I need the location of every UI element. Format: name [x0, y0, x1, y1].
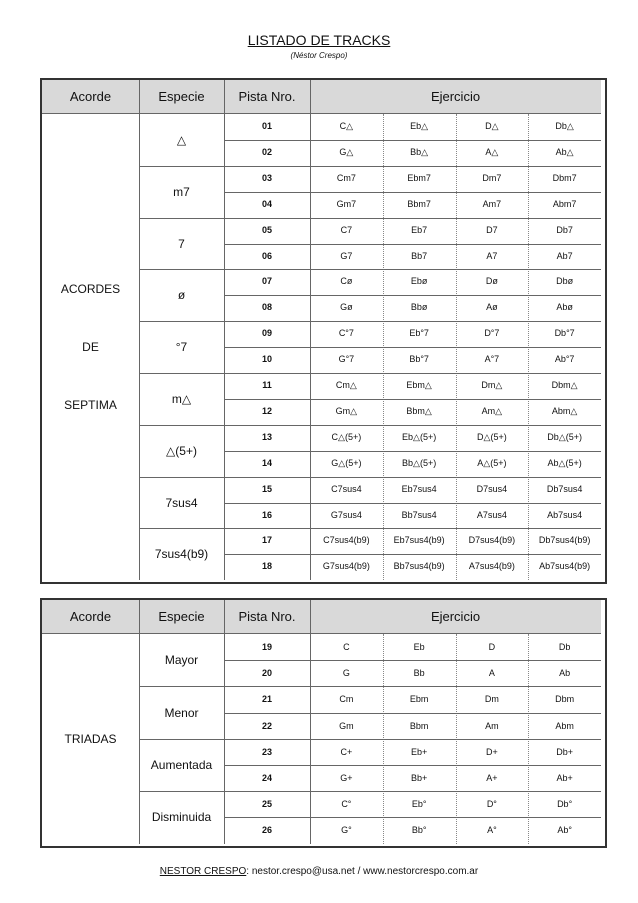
- exercise-chord: Gm△: [335, 405, 358, 416]
- exercise-chord: C△(5+): [331, 431, 362, 442]
- exercise-chord: D△(5+): [477, 431, 507, 442]
- exercise-chord: A△(5+): [477, 457, 507, 468]
- exercise-chord: Db°7: [554, 328, 575, 339]
- page-subtitle: (Néstor Crespo): [290, 51, 348, 60]
- especie-cell: 7sus4: [165, 495, 198, 510]
- exercise-chord: Dbm7: [552, 172, 577, 183]
- exercise-chord: Dø: [485, 276, 498, 287]
- track-number: 26: [261, 825, 272, 836]
- exercise-chord: Cm: [339, 694, 354, 705]
- exercise-chord: Bb7sus4(b9): [393, 561, 445, 572]
- track-number: 25: [261, 799, 272, 810]
- exercise-chord: Cm7: [336, 172, 356, 183]
- footer-name: NESTOR CRESPO: [159, 866, 247, 877]
- exercise-chord: G7sus4: [330, 509, 362, 520]
- track-number: 19: [261, 642, 272, 652]
- exercise-chord: A+: [486, 773, 498, 783]
- header-pista: Pista Nro.: [238, 89, 296, 104]
- exercise-chord: G△(5+): [331, 457, 362, 468]
- track-number: 21: [261, 694, 272, 705]
- exercise-chord: Bb°7: [409, 354, 429, 365]
- acorde-line: SEPTIMA: [64, 398, 117, 413]
- exercise-chord: Eb°: [411, 799, 427, 810]
- exercise-chord: C△: [339, 121, 354, 131]
- exercise-chord: Eb7: [411, 224, 428, 235]
- especie-cell: △(5+): [166, 443, 197, 458]
- exercise-chord: G: [342, 668, 350, 679]
- acorde-label: [42, 732, 139, 746]
- especie-cell: m△: [171, 391, 192, 406]
- exercise-chord: D7sus4(b9): [468, 535, 516, 546]
- acorde-line: TRIADAS: [64, 731, 117, 746]
- header-especie: Especie: [158, 89, 205, 104]
- exercise-chord: Dm: [484, 694, 499, 705]
- exercise-chord: Gø: [340, 302, 353, 313]
- seventh-chords-table: [40, 78, 607, 584]
- footer-contact: : nestor.crespo@usa.net / www.nestorcrespo.com.ar: [246, 866, 479, 877]
- exercise-chord: A°: [487, 825, 497, 836]
- track-number: 17: [261, 535, 272, 546]
- exercise-chord: Dm7: [482, 172, 502, 183]
- exercise-chord: Eb: [413, 642, 425, 652]
- especie-cell: 7: [178, 236, 185, 251]
- exercise-chord: Eb△(5+): [402, 431, 437, 442]
- exercise-chord: A7sus4: [476, 509, 507, 520]
- exercise-chord: Bb7sus4: [401, 509, 437, 520]
- track-number: 18: [261, 561, 272, 572]
- exercise-chord: Ab△(5+): [547, 457, 582, 468]
- exercise-chord: Bb: [413, 668, 425, 679]
- exercise-chord: G+: [340, 773, 353, 783]
- exercise-chord: Ebm: [409, 694, 429, 705]
- exercise-chord: D°7: [484, 328, 500, 339]
- exercise-chord: G△: [339, 146, 354, 157]
- exercise-chord: Db+: [556, 746, 573, 757]
- column-divider: [139, 600, 140, 844]
- track-number: 20: [261, 668, 272, 679]
- exercise-chord: C°: [341, 799, 352, 810]
- track-number: 10: [261, 354, 272, 365]
- track-number: 07: [261, 276, 272, 287]
- exercise-chord: Cø: [340, 276, 353, 287]
- exercise-chord: D△: [485, 121, 499, 131]
- track-number: 01: [261, 121, 272, 131]
- track-number: 14: [261, 457, 272, 468]
- exercise-chord: Dbm: [555, 694, 575, 705]
- track-number: 24: [261, 773, 272, 783]
- exercise-chord: Ebm△: [406, 380, 432, 390]
- exercise-chord: Abø: [556, 302, 573, 313]
- acorde-label: [42, 282, 139, 412]
- acorde-line: ACORDES: [60, 282, 121, 297]
- exercise-chord: Cm△: [335, 380, 357, 390]
- exercise-chord: Am△: [481, 405, 503, 416]
- exercise-chord: Ab: [559, 668, 571, 679]
- exercise-chord: Dbm△: [551, 380, 578, 390]
- exercise-chord: D+: [485, 746, 498, 757]
- track-number: 06: [261, 250, 272, 261]
- track-number: 11: [262, 380, 272, 390]
- exercise-chord: C7sus4: [331, 483, 362, 494]
- exercise-chord: Bbm△: [406, 405, 432, 416]
- page-title: LISTADO DE TRACKS: [247, 32, 391, 48]
- exercise-chord: C7: [340, 224, 353, 235]
- especie-cell: Aumentada: [150, 758, 213, 772]
- exercise-chord: Bb7: [411, 250, 428, 261]
- exercise-chord: Ab+: [556, 773, 573, 783]
- exercise-chord: Db7sus4(b9): [538, 535, 591, 546]
- acorde-line: DE: [82, 340, 99, 355]
- exercise-chord: Aø: [486, 302, 498, 313]
- exercise-chord: Abm△: [551, 405, 578, 416]
- exercise-chord: Bb°: [411, 825, 427, 836]
- header-especie: Especie: [158, 609, 205, 624]
- exercise-chord: Am7: [482, 198, 502, 209]
- table-header: [42, 80, 601, 114]
- track-number: 23: [261, 746, 272, 757]
- exercise-chord: G7: [340, 250, 353, 261]
- exercise-chord: A7: [486, 250, 498, 261]
- exercise-chord: D7: [486, 224, 498, 235]
- exercise-chord: G7sus4(b9): [322, 561, 370, 572]
- exercise-chord: G°: [341, 825, 352, 836]
- exercise-chord: Eb7sus4: [401, 483, 437, 494]
- exercise-chord: Db°: [557, 799, 573, 810]
- exercise-chord: Ab°: [557, 825, 572, 836]
- track-number: 05: [261, 224, 272, 235]
- exercise-chord: Gm7: [336, 198, 357, 209]
- header-ejercicio: Ejercicio: [430, 609, 481, 624]
- especie-cell: ø: [177, 288, 186, 303]
- exercise-chord: C: [343, 642, 350, 652]
- especie-cell: m7: [173, 184, 190, 199]
- especie-cell: Menor: [164, 705, 199, 720]
- exercise-chord: Dm△: [481, 380, 503, 390]
- exercise-chord: A°7: [484, 354, 500, 365]
- exercise-chord: Ab7sus4(b9): [539, 561, 591, 572]
- track-number: 22: [261, 720, 272, 731]
- track-number: 16: [261, 509, 272, 520]
- exercise-chord: A△: [485, 146, 499, 157]
- track-number: 12: [261, 405, 272, 416]
- exercise-chord: Db: [558, 642, 571, 652]
- exercise-chord: D°: [486, 799, 497, 810]
- especie-cell: Mayor: [164, 653, 199, 668]
- exercise-chord: Eb°7: [409, 328, 429, 339]
- exercise-chord: Ab7: [556, 250, 573, 261]
- exercise-chord: D7sus4: [476, 483, 508, 494]
- exercise-chord: C7sus4(b9): [323, 535, 370, 546]
- exercise-chord: C°7: [338, 328, 354, 339]
- header-ejercicio: Ejercicio: [430, 89, 481, 104]
- exercise-chord: Bb△: [410, 146, 429, 157]
- exercise-chord: Bbm: [409, 720, 429, 731]
- exercise-chord: Eb△: [410, 121, 429, 131]
- exercise-chord: Eb+: [410, 746, 428, 757]
- exercise-chord: Ebm7: [407, 172, 431, 183]
- exercise-chord: Ab△: [555, 146, 574, 157]
- track-number: 15: [261, 483, 272, 494]
- header-pista: Pista Nro.: [238, 609, 296, 624]
- exercise-chord: D: [488, 642, 496, 652]
- exercise-chord: Eb7sus4(b9): [393, 535, 445, 546]
- exercise-chord: Ebø: [410, 276, 428, 287]
- especie-cell: °7: [175, 340, 188, 355]
- exercise-chord: G°7: [338, 354, 355, 365]
- exercise-chord: Db△: [555, 121, 574, 131]
- exercise-chord: Gm: [339, 720, 354, 731]
- exercise-chord: Db△(5+): [547, 431, 582, 442]
- especie-cell: Disminuida: [151, 810, 212, 825]
- track-number: 13: [261, 431, 272, 442]
- especie-cell: 7sus4(b9): [154, 547, 209, 562]
- exercise-chord: A: [488, 668, 495, 679]
- exercise-chord: A7sus4(b9): [468, 561, 515, 572]
- exercise-chord: Abm7: [552, 198, 577, 209]
- exercise-chord: Dbø: [556, 276, 574, 287]
- exercise-chord: Abm: [555, 720, 574, 731]
- track-number: 09: [261, 328, 272, 339]
- especie-cell: △: [176, 132, 187, 147]
- header-acorde: Acorde: [69, 89, 112, 104]
- triads-table: [40, 598, 607, 848]
- exercise-chord: C+: [340, 746, 353, 757]
- exercise-chord: Db7sus4: [546, 483, 583, 494]
- exercise-chord: Bb△(5+): [402, 457, 437, 468]
- header-acorde: Acorde: [69, 609, 112, 624]
- exercise-chord: Bb+: [410, 773, 428, 783]
- exercise-chord: Am: [485, 720, 499, 731]
- exercise-chord: Bbm7: [407, 198, 431, 209]
- track-number: 04: [261, 198, 272, 209]
- exercise-chord: Bbø: [410, 302, 428, 313]
- exercise-chord: Db7: [556, 224, 573, 235]
- table-header: [42, 600, 601, 634]
- track-number: 03: [261, 172, 272, 183]
- exercise-chord: Ab°7: [554, 354, 575, 365]
- track-number: 02: [261, 146, 272, 157]
- track-number: 08: [261, 302, 272, 313]
- exercise-chord: Ab7sus4: [547, 509, 583, 520]
- footer: [0, 866, 638, 877]
